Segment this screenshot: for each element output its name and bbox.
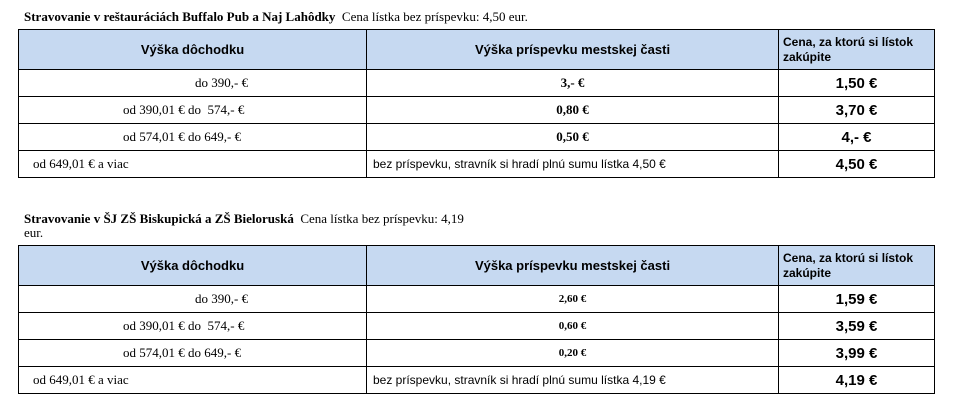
caption-price-note: Cena lístka bez príspevku: 4,50 eur. xyxy=(335,9,528,24)
income-value: do 390,- € xyxy=(195,75,249,90)
income-cell xyxy=(19,124,367,151)
table-header-row xyxy=(19,30,935,70)
price-cell: 1,59 € xyxy=(779,286,935,313)
table-row xyxy=(19,286,935,313)
price-cell: 3,70 € xyxy=(779,97,935,124)
table-row xyxy=(19,97,935,124)
price-cell: 4,50 € xyxy=(779,151,935,178)
income-cell xyxy=(19,313,367,340)
caption-price-note: Cena lístka bez príspevku: 4,19 xyxy=(293,211,464,226)
caption-title: Stravovanie v ŠJ ZŠ Biskupická a ZŠ Bieloruská xyxy=(24,211,294,226)
pricing-table xyxy=(18,29,935,178)
table-row xyxy=(19,340,935,367)
contribution-cell: 0,60 € xyxy=(367,313,779,340)
caption-title: Stravovanie v reštauráciách Buffalo Pub a Naj Lahôdky xyxy=(24,9,336,24)
income-value: od 390,01 € do 574,- € xyxy=(123,318,245,333)
income-cell xyxy=(19,97,367,124)
income-value: od 649,01 € a viac xyxy=(33,156,129,171)
income-value: od 649,01 € a viac xyxy=(33,372,129,387)
contribution-cell: 0,80 € xyxy=(367,97,779,124)
income-cell xyxy=(19,340,367,367)
contribution-cell: 0,50 € xyxy=(367,124,779,151)
section-caption xyxy=(24,212,934,240)
price-cell: 3,99 € xyxy=(779,340,935,367)
income-value: od 574,01 € do 649,- € xyxy=(123,129,242,144)
income-cell xyxy=(19,286,367,313)
table-header-row xyxy=(19,246,935,286)
table-row xyxy=(19,70,935,97)
price-cell: 4,19 € xyxy=(779,367,935,394)
contribution-cell: 2,60 € xyxy=(367,286,779,313)
contribution-cell: 3,- € xyxy=(367,70,779,97)
header-price: Cena, za ktorú si lístok zakúpite xyxy=(779,30,935,70)
section-caption xyxy=(24,10,934,24)
header-price: Cena, za ktorú si lístok zakúpite xyxy=(779,246,935,286)
table-row xyxy=(19,124,935,151)
price-cell: 3,59 € xyxy=(779,313,935,340)
income-value: do 390,- € xyxy=(195,291,249,306)
table-row xyxy=(19,367,935,394)
table-row xyxy=(19,313,935,340)
section-restaurants xyxy=(18,10,934,178)
income-value: od 574,01 € do 649,- € xyxy=(123,345,242,360)
caption-price-note-wrap: eur. xyxy=(24,225,44,240)
price-cell: 4,- € xyxy=(779,124,935,151)
table-row xyxy=(19,151,935,178)
header-contribution: Výška príspevku mestskej časti xyxy=(367,30,779,70)
income-cell xyxy=(19,151,367,178)
section-school-canteens xyxy=(18,212,934,394)
header-income: Výška dôchodku xyxy=(19,246,367,286)
income-cell xyxy=(19,367,367,394)
income-value: od 390,01 € do 574,- € xyxy=(123,102,245,117)
contribution-cell: bez príspevku, stravník si hradí plnú sumu lístka 4,19 € xyxy=(367,367,779,394)
income-cell xyxy=(19,70,367,97)
price-cell: 1,50 € xyxy=(779,70,935,97)
contribution-cell: 0,20 € xyxy=(367,340,779,367)
header-contribution: Výška príspevku mestskej časti xyxy=(367,246,779,286)
header-income: Výška dôchodku xyxy=(19,30,367,70)
pricing-table xyxy=(18,245,935,394)
contribution-cell: bez príspevku, stravník si hradí plnú sumu lístka 4,50 € xyxy=(367,151,779,178)
